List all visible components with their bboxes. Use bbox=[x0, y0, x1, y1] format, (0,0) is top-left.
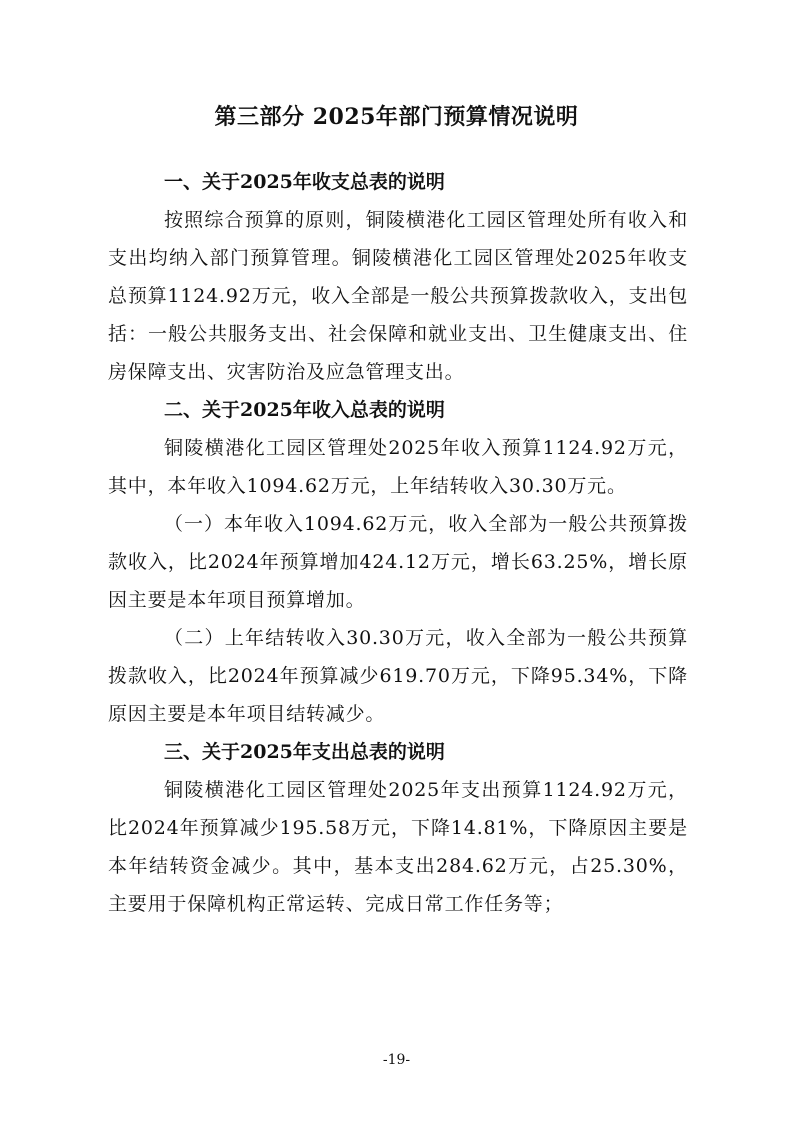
section-3-paragraph-1: 铜陵横港化工园区管理处2025年支出预算1124.92万元，比2024年预算减少195.58万元，下降14.81%，下降原因主要是本年结转资金减少。其中，基本支出284.62万元，占25.30%，主要用于保障机构正常运转、完成日常工作任务等； bbox=[108, 779, 688, 915]
section-heading-2: 二、关于2025年收入总表的说明 bbox=[164, 399, 445, 421]
section-2-paragraph-3: （二）上年结转收入30.30万元，收入全部为一般公共预算拨款收入，比2024年预算减少619.70万元，下降95.34%，下降原因主要是本年项目结转减少。 bbox=[108, 627, 688, 725]
section-2-paragraph-2: （一）本年收入1094.62万元，收入全部为一般公共预算拨款收入，比2024年预算增加424.12万元，增长63.25%，增长原因主要是本年项目预算增加。 bbox=[108, 513, 688, 611]
document-body bbox=[108, 163, 688, 923]
section-1-paragraph-1: 按照综合预算的原则，铜陵横港化工园区管理处所有收入和支出均纳入部门预算管理。铜陵横港化工园区管理处2025年收支总预算1124.92万元，收入全部是一般公共预算拨款收入，支出包括：一般公共服务支出、社会保障和就业支出、卫生健康支出、住房保障支出、灾害防治及应急管理支出。 bbox=[108, 209, 688, 383]
page-title: 第三部分 2025年部门预算情况说明 bbox=[214, 104, 579, 130]
section-heading-3: 三、关于2025年支出总表的说明 bbox=[164, 741, 445, 763]
page-number: -19- bbox=[382, 1052, 411, 1068]
section-2-paragraph-1: 铜陵横港化工园区管理处2025年收入预算1124.92万元，其中，本年收入1094.62万元，上年结转收入30.30万元。 bbox=[108, 437, 688, 497]
section-heading-1: 一、关于2025年收支总表的说明 bbox=[164, 171, 445, 193]
